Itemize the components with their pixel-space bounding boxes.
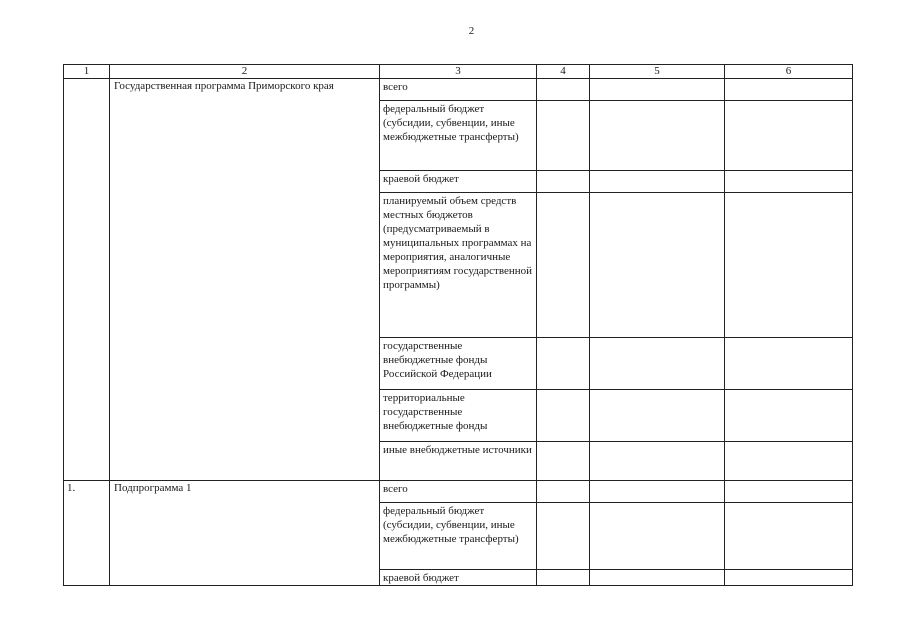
value-cell xyxy=(537,442,590,481)
value-cell xyxy=(725,442,853,481)
column-header-4: 4 xyxy=(537,65,590,79)
funding-source-cell: планируемый объем средств местных бюджетов (предусматриваемый в муниципальных программах на мероприятия, аналогичные мероприятиям государственной программы) xyxy=(380,193,537,338)
value-cell xyxy=(725,503,853,570)
table-row xyxy=(64,79,853,101)
funding-source-cell: иные внебюджетные источники xyxy=(380,442,537,481)
value-cell xyxy=(725,171,853,193)
column-header-5: 5 xyxy=(590,65,725,79)
funding-source-cell: всего xyxy=(380,79,537,101)
value-cell xyxy=(590,193,725,338)
column-header-2: 2 xyxy=(110,65,380,79)
program-name-cell: Государственная программа Приморского края xyxy=(110,79,380,481)
column-number-row xyxy=(64,65,853,79)
funding-source-cell: территориальные государственные внебюджетные фонды xyxy=(380,390,537,442)
page-number: 2 xyxy=(468,25,475,37)
value-cell xyxy=(725,481,853,503)
value-cell xyxy=(537,570,590,586)
value-cell xyxy=(725,390,853,442)
row-number-cell: 1. xyxy=(64,481,110,586)
value-cell xyxy=(537,481,590,503)
funding-source-cell: краевой бюджет xyxy=(380,570,537,586)
budget-table xyxy=(63,64,853,586)
value-cell xyxy=(590,442,725,481)
table-row xyxy=(64,481,853,503)
funding-source-cell: федеральный бюджет (субсидии, субвенции, иные межбюджетные трансферты) xyxy=(380,101,537,171)
value-cell xyxy=(725,570,853,586)
value-cell xyxy=(590,481,725,503)
value-cell xyxy=(537,390,590,442)
column-header-6: 6 xyxy=(725,65,853,79)
value-cell xyxy=(590,570,725,586)
value-cell xyxy=(537,101,590,171)
value-cell xyxy=(725,79,853,101)
value-cell xyxy=(725,193,853,338)
value-cell xyxy=(725,338,853,390)
funding-source-cell: всего xyxy=(380,481,537,503)
value-cell xyxy=(537,79,590,101)
value-cell xyxy=(590,101,725,171)
column-header-3: 3 xyxy=(380,65,537,79)
funding-source-cell: федеральный бюджет (субсидии, субвенции, иные межбюджетные трансферты) xyxy=(380,503,537,570)
value-cell xyxy=(590,171,725,193)
program-name-cell: Подпрограмма 1 xyxy=(110,481,380,586)
value-cell xyxy=(537,503,590,570)
value-cell xyxy=(590,503,725,570)
value-cell xyxy=(590,79,725,101)
funding-source-cell: краевой бюджет xyxy=(380,171,537,193)
value-cell xyxy=(537,171,590,193)
value-cell xyxy=(590,338,725,390)
value-cell xyxy=(537,338,590,390)
value-cell xyxy=(590,390,725,442)
value-cell xyxy=(537,193,590,338)
funding-source-cell: государственные внебюджетные фонды Российской Федерации xyxy=(380,338,537,390)
column-header-1: 1 xyxy=(64,65,110,79)
row-number-cell xyxy=(64,79,110,481)
value-cell xyxy=(725,101,853,171)
